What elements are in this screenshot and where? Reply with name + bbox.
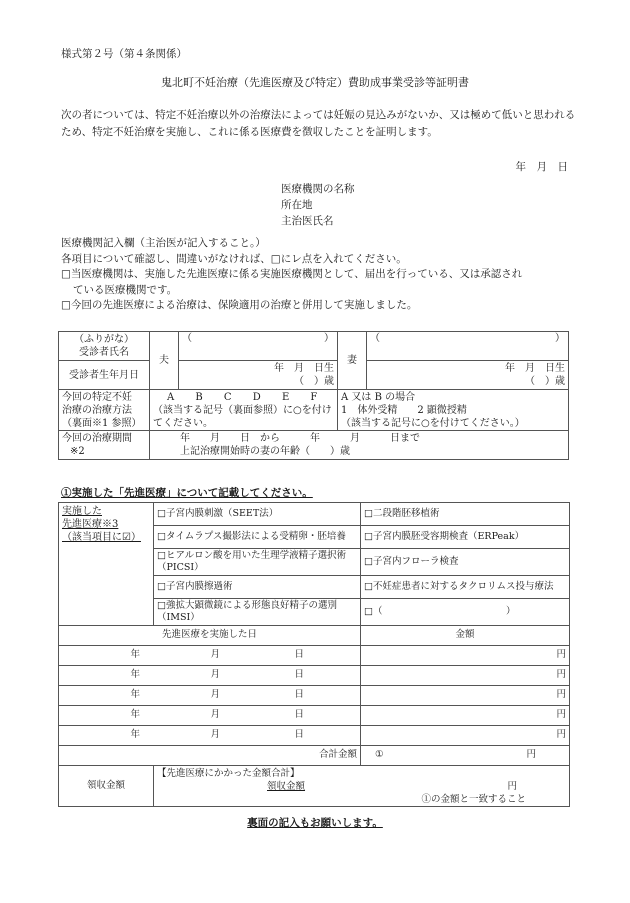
first-col-line-2: 先進医療※3 — [62, 519, 119, 530]
method-options[interactable]: A B C D E F — [167, 391, 327, 403]
table-row — [59, 666, 570, 686]
back-side-note: 裏面の記入もお願いします。 — [247, 817, 383, 829]
method-label — [59, 390, 150, 431]
total-marker: ① — [375, 749, 384, 761]
date-field[interactable] — [59, 666, 361, 686]
ab-case-note: （該当する記号に○を付けてください。） — [341, 417, 525, 429]
adv-item-timelapse[interactable]: □タイムラプス撮影法による受精卵・胚培養 — [154, 526, 361, 549]
table-row — [59, 706, 570, 726]
year-label: 年 — [130, 689, 140, 701]
date-field[interactable] — [59, 726, 361, 746]
patient-name-label: 受診者氏名 — [79, 347, 129, 358]
section-label: 医療機関記入欄（主治医が記入すること。） — [61, 237, 266, 249]
adv-item-endometrial-scratch[interactable]: □子宮内膜擦過術 — [154, 576, 361, 599]
day-label: 日 — [294, 729, 304, 741]
total-label: 合計金額 — [59, 746, 361, 766]
total-yen: 円 — [526, 749, 536, 761]
institution-address-label: 所在地 — [281, 199, 313, 211]
receipt-amount-field[interactable] — [267, 780, 517, 793]
year-label: 年 — [130, 709, 140, 721]
method-label-1: 今回の特定不妊 — [62, 391, 132, 403]
year-label: 年 — [130, 649, 140, 661]
check-combined-treatment[interactable]: □今回の先進医療による治療は、保険適用の治療と併用して実施しました。 — [61, 299, 418, 311]
table-row — [59, 686, 570, 706]
receipt-note: ①の金額と一致すること — [421, 793, 526, 805]
adv-item-other[interactable]: □（ ） — [361, 599, 570, 626]
age: （ ）歳 — [525, 376, 565, 387]
birth-ymd: 年 月 日生 — [274, 363, 334, 374]
instruction-text: 各項目について確認し、間違いがなければ、□にレ点を入れてください。 — [61, 252, 407, 265]
period-label — [59, 431, 150, 460]
date-field[interactable] — [59, 646, 361, 666]
receipt-cell[interactable] — [154, 766, 570, 807]
amount-field[interactable]: 円 — [361, 706, 570, 726]
patient-table — [58, 331, 569, 460]
paren-close: ） — [555, 333, 565, 344]
issue-date-field[interactable]: 年 月 日 — [515, 161, 568, 173]
method-options-cell[interactable] — [150, 390, 338, 431]
husband-birth-field[interactable] — [179, 361, 338, 390]
doctor-name-label: 主治医氏名 — [281, 215, 334, 227]
day-label: 日 — [294, 709, 304, 721]
advanced-medicine-table — [58, 502, 570, 807]
date-field[interactable] — [59, 686, 361, 706]
year-label: 年 — [130, 729, 140, 741]
paren-close: ） — [324, 333, 334, 344]
form-number: 様式第２号（第４条関係） — [61, 48, 187, 60]
adv-item-seet[interactable]: □子宮内膜刺激（SEET法） — [154, 503, 361, 526]
paren-open: （ — [182, 333, 192, 344]
advanced-first-col — [59, 503, 154, 626]
amount-field[interactable]: 円 — [361, 646, 570, 666]
husband-name-field[interactable] — [179, 332, 338, 361]
adv-item-imsi[interactable]: □強拡大顕微鏡による形態良好精子の選別（IMSI） — [154, 599, 361, 626]
wife-name-field[interactable] — [367, 332, 569, 361]
amount-field[interactable]: 円 — [361, 726, 570, 746]
amount-field[interactable]: 円 — [361, 666, 570, 686]
ab-case-cell[interactable] — [338, 390, 569, 431]
amount-header: 金額 — [361, 626, 570, 646]
date-header: 先進医療を実施した日 — [59, 626, 361, 646]
total-amount-field[interactable] — [361, 746, 570, 766]
paren-open: （ — [370, 333, 381, 344]
method-note-2: てください。 — [153, 417, 213, 429]
adv-item-picsi[interactable]: □ヒアルロン酸を用いた生理学液精子選択術（PICSI） — [154, 549, 361, 576]
receipt-yen: 円 — [507, 780, 517, 792]
name-label-cell — [59, 332, 150, 361]
date-field[interactable] — [59, 706, 361, 726]
method-label-3: （裏面※1 参照） — [62, 417, 142, 429]
ab-case-title: A 又は B の場合 — [341, 391, 416, 403]
advanced-section-heading: ①実施した「先進医療」について記載してください。 — [61, 487, 313, 499]
period-label-2: ※2 — [70, 446, 85, 457]
notes-block — [61, 236, 522, 314]
institution-block — [281, 181, 355, 229]
method-label-2: 治療の治療方法 — [62, 404, 132, 416]
ab-case-options[interactable]: 1 体外受精 2 顕微授精 — [341, 404, 467, 416]
receipt-label: 領収金額 — [59, 766, 154, 807]
wife-birth-field[interactable] — [367, 361, 569, 390]
wife-age-at-start: 上記治療開始時の妻の年齢（ ）歳 — [180, 446, 350, 457]
wife-label: 妻 — [338, 332, 367, 390]
check-registered-institution-cont: ている医療機関です。 — [73, 283, 178, 296]
check-registered-institution[interactable]: □当医療機関は、実施した先進医療に係る実施医療機関として、届出を行っている、又は承認され — [61, 268, 523, 280]
month-label: 月 — [210, 729, 220, 741]
husband-label: 夫 — [150, 332, 179, 390]
day-label: 日 — [294, 649, 304, 661]
year-label: 年 — [130, 669, 140, 681]
table-row — [59, 646, 570, 666]
age: （ ）歳 — [294, 376, 334, 387]
amount-field[interactable]: 円 — [361, 686, 570, 706]
adv-item-uterine-flora[interactable]: □子宮内フローラ検査 — [361, 549, 570, 576]
furigana-label: （ふりがな） — [74, 334, 134, 345]
day-label: 日 — [294, 689, 304, 701]
birth-label: 受診者生年月日 — [59, 361, 150, 390]
month-label: 月 — [210, 669, 220, 681]
month-label: 月 — [210, 709, 220, 721]
adv-item-erpeak[interactable]: □子宮内膜胚受容期検査（ERPeak） — [361, 526, 570, 549]
intro-text: 次の者については、特定不妊治療以外の治療法によっては妊娠の見込みがないか、又は極めて低いと思われるため、特定不妊治療を実施し、これに係る医療費を徴収したことを証明します。 — [61, 109, 576, 138]
institution-name-label: 医療機関の名称 — [281, 183, 355, 195]
month-label: 月 — [210, 649, 220, 661]
period-field[interactable] — [150, 431, 569, 460]
first-col-line-1: 実施した — [62, 506, 102, 517]
document-title: 鬼北町不妊治療（先進医療及び特定）費助成事業受診等証明書 — [161, 76, 469, 89]
period-range: 年 月 日 から 年 月 日まで — [180, 433, 420, 444]
month-label: 月 — [210, 689, 220, 701]
adv-item-tacrolimus[interactable]: □不妊症患者に対するタクロリムス投与療法 — [361, 576, 570, 599]
birth-ymd: 年 月 日生 — [505, 363, 565, 374]
first-col-line-3: （該当項目に☑） — [62, 532, 141, 543]
receipt-amount-label: 領収金額 — [267, 780, 306, 792]
day-label: 日 — [294, 669, 304, 681]
period-label-1: 今回の治療期間 — [62, 433, 132, 444]
method-note-1: （該当する記号（裏面参照）に○を付け — [153, 404, 332, 416]
adv-item-two-step-transfer[interactable]: □二段階胚移植術 — [361, 503, 570, 526]
receipt-title: 【先進医療にかかった金額合計】 — [157, 767, 300, 779]
table-row — [59, 726, 570, 746]
